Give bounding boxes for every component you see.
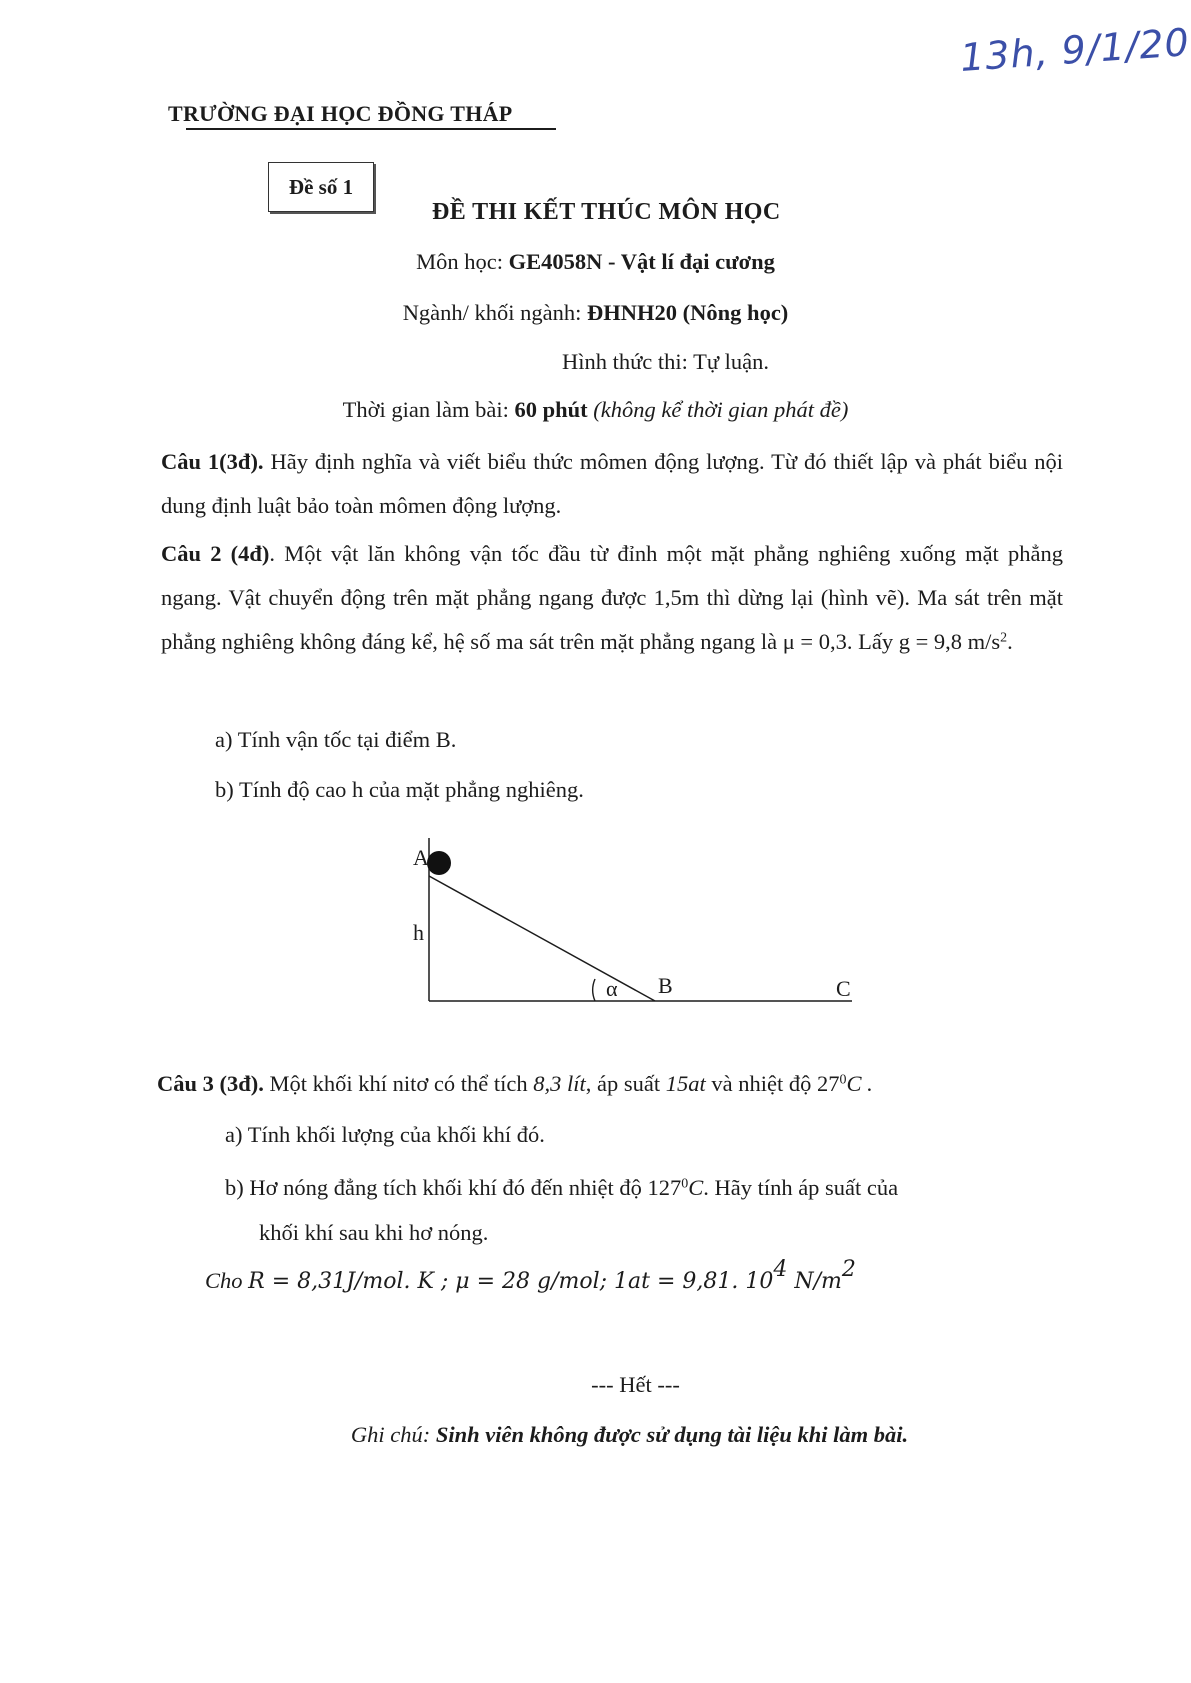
exam-title: ĐỀ THI KẾT THÚC MÔN HỌC <box>432 199 781 225</box>
given-exponent-1: 4 <box>773 1256 788 1282</box>
question-3-temp-1: 27 <box>817 1071 840 1096</box>
question-2-text-end: . <box>1007 629 1013 654</box>
question-2b: b) Tính độ cao h của mặt phẳng nghiêng. <box>215 777 584 802</box>
given-constants <box>205 1256 856 1294</box>
question-2-exponent: 2 <box>1000 630 1008 646</box>
given-label: Cho <box>205 1268 243 1293</box>
subject-label: Môn học: <box>416 249 504 274</box>
footer-note-label: Ghi chú: <box>350 1422 431 1447</box>
school-name: TRƯỜNG ĐẠI HỌC ĐỒNG THÁP <box>168 101 513 126</box>
footer-note-text: Sinh viên không được sử dụng tài liệu khi làm bài. <box>435 1422 909 1447</box>
school-underline <box>186 128 556 130</box>
subject-value: GE4058N - Vật lí đại cương <box>508 249 775 274</box>
question-3b-continued: khối khí sau khi hơ nóng. <box>259 1220 489 1245</box>
question-3-text-1: Một khối khí nitơ có thể tích <box>263 1071 534 1096</box>
question-1 <box>161 440 1063 528</box>
question-3-volume: 8,3 lít <box>533 1071 586 1096</box>
handwritten-note: 13h, 9/1/20 <box>958 20 1191 80</box>
question-3b-text-2: . Hãy tính áp suất của <box>703 1175 899 1200</box>
question-3b-temp: 127 <box>647 1175 682 1200</box>
question-3-text-2: , áp suất <box>585 1071 666 1096</box>
major-line <box>0 300 1191 326</box>
question-3a: a) Tính khối lượng của khối khí đó. <box>225 1122 545 1147</box>
question-2 <box>161 532 1063 664</box>
question-3b <box>225 1175 1055 1201</box>
incline-surface <box>429 876 655 1001</box>
question-3b-text-1: b) Hơ nóng đẳng tích khối khí đó đến nhiệt độ <box>225 1175 648 1200</box>
question-3-temp-1-unit: C . <box>846 1071 873 1096</box>
time-note: (không kể thời gian phát đề) <box>593 397 849 422</box>
time-label: Thời gian làm bài: <box>342 397 509 422</box>
given-exponent-2: 2 <box>841 1256 856 1282</box>
major-label: Ngành/ khối ngành: <box>402 300 582 325</box>
question-2a: a) Tính vận tốc tại điểm B. <box>215 727 457 752</box>
angle-arc <box>593 979 595 1001</box>
time-value: 60 phút <box>514 397 588 422</box>
question-2-text: . Một vật lăn không vận tốc đầu từ đỉnh một mặt phẳng nghiêng xuống mặt phẳng ngang. Vật chuyển động trên mặt phẳng ngang được 1,5m thì dừng lại (hình vẽ). Ma sát trên mặt phẳng nghiêng không đáng kể, hệ số ma sát trên mặt phẳng ngang là μ = 0,3. Lấy g = 9,8 m/s <box>161 541 1063 654</box>
question-1-label: Câu 1(3đ). <box>161 449 264 474</box>
question-3-pressure: 15at <box>665 1071 706 1096</box>
label-h: h <box>413 920 424 945</box>
given-formula: R = 8,31J/mol. K ; μ = 28 g/mol; 1at = 9,81. 10 <box>248 1269 774 1294</box>
question-3-text-3: và nhiệt độ <box>705 1071 818 1096</box>
label-a: A <box>413 845 429 870</box>
subject-line <box>0 249 1191 275</box>
major-value: ĐHNH20 (Nông học) <box>587 300 789 325</box>
label-alpha: α <box>606 976 618 1001</box>
label-b: B <box>658 973 673 998</box>
question-2-label: Câu 2 (4đ) <box>161 541 270 566</box>
question-3b-temp-unit: C <box>688 1175 704 1200</box>
question-3-label: Câu 3 (3đ). <box>157 1071 264 1096</box>
label-c: C <box>836 976 851 1001</box>
given-unit: N/m <box>787 1269 842 1294</box>
rolling-ball <box>427 851 451 875</box>
incline-diagram <box>380 838 880 1013</box>
time-line <box>0 397 1191 423</box>
footer-note <box>34 1422 1191 1448</box>
question-3 <box>157 1071 873 1097</box>
exam-format: Hình thức thi: Tự luận. <box>561 349 770 374</box>
question-3-temp-1-degree: 0 <box>839 1072 847 1088</box>
question-3b-temp-degree: 0 <box>681 1176 689 1192</box>
exam-number-box: Đề số 1 <box>268 162 374 212</box>
question-1-text: Hãy định nghĩa và viết biểu thức mômen động lượng. Từ đó thiết lập và phát biểu nội dung định luật bảo toàn mômen động lượng. <box>161 449 1064 518</box>
end-marker: --- Hết --- <box>591 1372 680 1397</box>
